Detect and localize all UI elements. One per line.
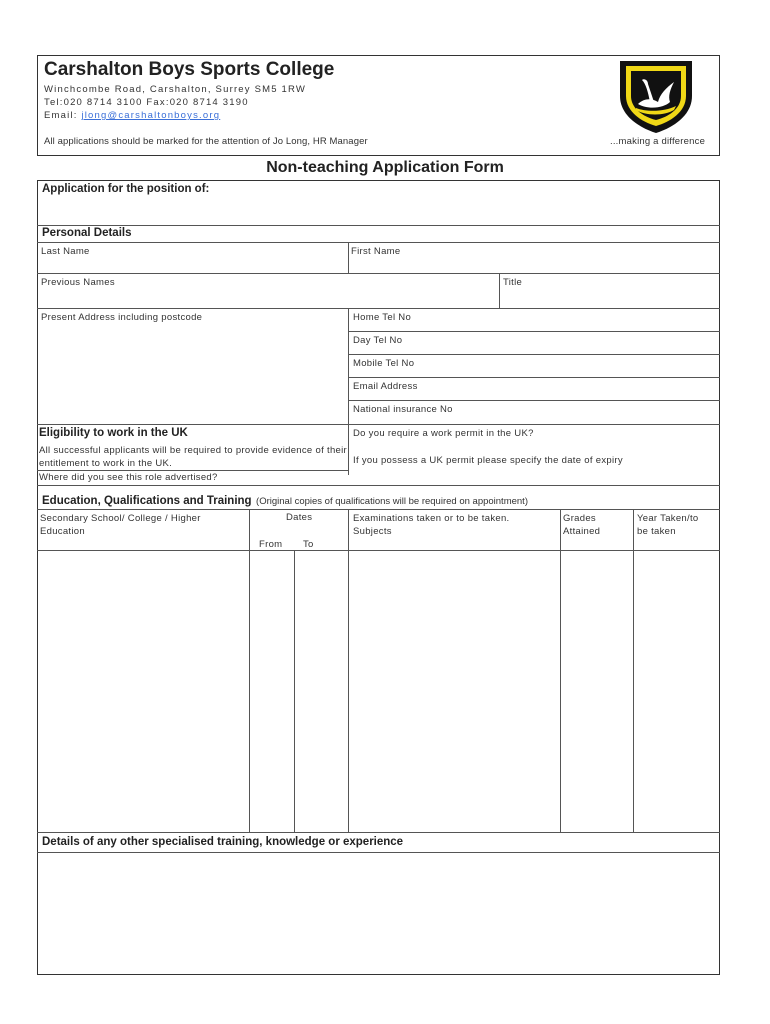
form-title: Non-teaching Application Form (266, 159, 504, 176)
divider (37, 424, 720, 425)
divider (348, 377, 720, 378)
col-from-header: From (259, 539, 283, 550)
title-field[interactable] (502, 290, 716, 306)
day-tel-label[interactable]: Day Tel No (353, 335, 403, 346)
permit-question[interactable]: Do you require a work permit in the UK? (353, 428, 534, 439)
title-label: Title (503, 277, 523, 288)
college-phone: Tel:020 8714 3100 Fax:020 8714 3190 (44, 97, 249, 108)
education-heading-line (42, 491, 528, 509)
divider (37, 225, 720, 226)
eligibility-heading: Eligibility to work in the UK (39, 427, 188, 439)
divider (37, 485, 720, 486)
col-exams-header: Examinations taken or to be taken. Subjects (353, 513, 510, 537)
personal-heading: Personal Details (42, 227, 132, 239)
divider (37, 509, 720, 510)
email-prefix: Email: (44, 110, 82, 121)
first-name-field[interactable] (351, 258, 716, 272)
other-heading: Details of any other specialised training, knowledge or experience (42, 836, 404, 848)
divider (348, 354, 720, 355)
divider (37, 308, 720, 309)
college-address: Winchcombe Road, Carshalton, Surrey SM5 1RW (44, 84, 307, 95)
divider (37, 550, 720, 551)
mobile-tel-label[interactable]: Mobile Tel No (353, 358, 415, 369)
divider (37, 470, 348, 471)
last-name-label: Last Name (41, 246, 90, 257)
previous-names-label: Previous Names (41, 277, 115, 288)
education-heading: Education, Qualifications and Training (42, 495, 252, 507)
divider (348, 331, 720, 332)
col-grades-header: Grades Attained (563, 513, 601, 537)
divider (37, 242, 720, 243)
attention-note: All applications should be marked for the attention of Jo Long, HR Manager (44, 136, 368, 147)
divider (499, 273, 500, 308)
position-field[interactable] (40, 200, 717, 224)
advertised-question[interactable]: Where did you see this role advertised? (39, 472, 218, 483)
eligibility-text: All successful applicants will be required to provide evidence of their entitlement to work in the UK. (39, 445, 347, 469)
col-to-header: To (303, 539, 314, 550)
previous-names-field[interactable] (40, 290, 495, 306)
email-link[interactable]: jlong@carshaltonboys.org (81, 110, 221, 121)
education-note: (Original copies of qualifications will be required on appointment) (256, 496, 528, 507)
swan-crest-icon (614, 58, 698, 134)
divider (37, 832, 720, 833)
address-field[interactable] (40, 325, 345, 423)
permit-expiry[interactable]: If you possess a UK permit please specify the date of expiry (353, 455, 623, 466)
home-tel-label[interactable]: Home Tel No (353, 312, 412, 323)
other-training-field[interactable] (40, 855, 717, 971)
divider (348, 242, 349, 273)
col-year-header: Year Taken/to be taken (637, 513, 699, 537)
college-name: Carshalton Boys Sports College (44, 59, 335, 80)
position-label: Application for the position of: (42, 183, 210, 195)
college-email-line (44, 110, 220, 121)
ni-label[interactable]: National insurance No (353, 404, 453, 415)
education-table-body[interactable] (40, 553, 717, 830)
last-name-field[interactable] (40, 258, 345, 272)
col-dates-header: Dates (286, 512, 313, 523)
email-address-label[interactable]: Email Address (353, 381, 418, 392)
college-motto: ...making a difference (610, 136, 706, 147)
address-label: Present Address including postcode (41, 312, 203, 323)
divider (37, 273, 720, 274)
divider (348, 400, 720, 401)
divider (37, 852, 720, 853)
divider (348, 308, 349, 475)
first-name-label: First Name (351, 246, 401, 257)
col-school-header: Secondary School/ College / Higher Education (40, 513, 201, 537)
